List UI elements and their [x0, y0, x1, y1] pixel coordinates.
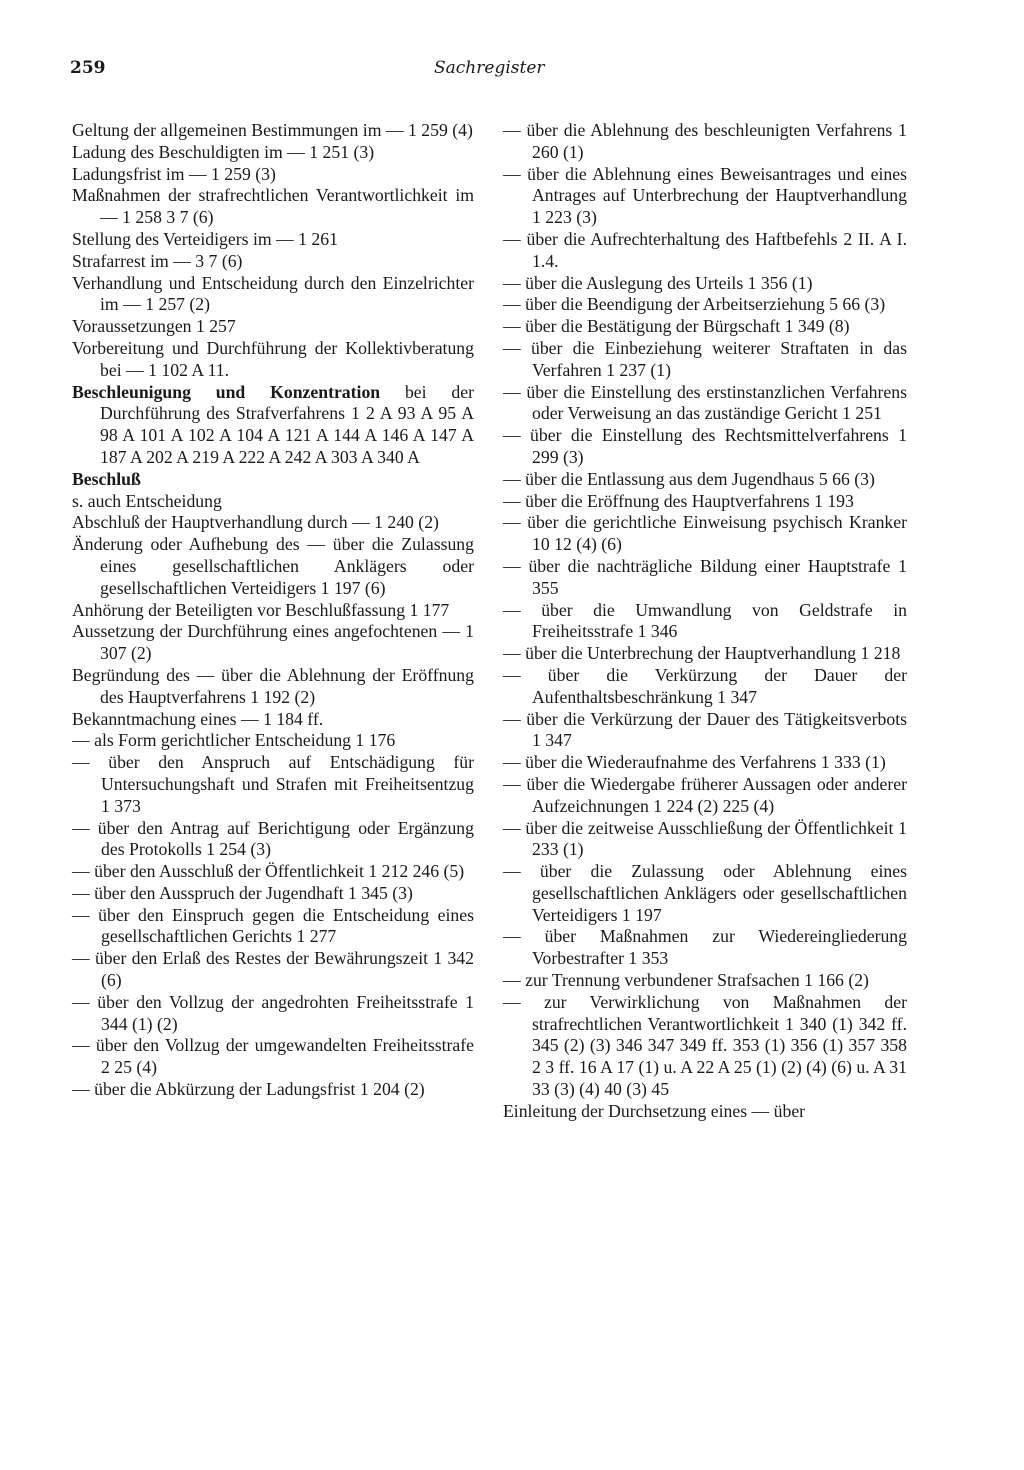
- index-subentry: [72, 948, 474, 992]
- index-subentry: [503, 229, 907, 273]
- index-entry-text: — über die Beendigung der Arbeitserziehung 5 66 (3): [503, 294, 886, 315]
- index-entry-text: — über die Unterbrechung der Hauptverhandlung 1 218: [503, 643, 901, 664]
- index-subentry: [503, 861, 907, 926]
- index-entry-text: — über die Auslegung des Urteils 1 356 (1): [503, 272, 813, 293]
- index-entry: [503, 1101, 907, 1123]
- index-subentry: [503, 752, 907, 774]
- index-entry-text: bei der Durchführung des Strafverfahrens 1 2 A 93 A 95 A 98 A 101 A 102 A 104 A 121 A 144 A 146 A 147 A 187 A 202 A 219 A 222 A 242 A 303 A 340 A: [100, 381, 474, 467]
- index-entry-text: Anhörung der Beteiligten vor Beschlußfassung 1 177: [72, 599, 450, 620]
- index-subentry: [72, 992, 474, 1036]
- index-entry-text: Aussetzung der Durchführung eines angefochtenen — 1 307 (2): [72, 621, 474, 664]
- index-entry-text: — über den Ausspruch der Jugendhaft 1 345 (3): [72, 882, 413, 903]
- index-entry-text: Voraussetzungen 1 257: [72, 316, 236, 337]
- index-subentry: [72, 730, 474, 752]
- index-column-right: [503, 120, 907, 1123]
- index-entry: [72, 164, 474, 186]
- index-subentry: [503, 338, 907, 382]
- index-entry-text: Bekanntmachung eines — 1 184 ff.: [72, 708, 324, 729]
- index-subentry: [503, 600, 907, 644]
- index-entry-text: Verhandlung und Entscheidung durch den Einzelrichter im — 1 257 (2): [72, 272, 474, 315]
- index-entry: [72, 273, 474, 317]
- index-entry: [72, 316, 474, 338]
- index-entry-text: — über die Einbeziehung weiterer Straftaten in das Verfahren 1 237 (1): [503, 337, 907, 380]
- index-entry-text: — über die Abkürzung der Ladungsfrist 1 204 (2): [72, 1079, 425, 1100]
- index-subentry: [503, 774, 907, 818]
- index-subentry: [503, 425, 907, 469]
- index-entry: [72, 120, 474, 142]
- index-entry: [72, 491, 474, 513]
- index-subentry: [503, 512, 907, 556]
- index-subentry: [72, 752, 474, 817]
- index-entry-text: Strafarrest im — 3 7 (6): [72, 250, 243, 271]
- index-entry: [72, 534, 474, 599]
- index-entry-text: — über den Vollzug der angedrohten Freiheitsstrafe 1 344 (1) (2): [72, 991, 474, 1034]
- index-subentry: [503, 665, 907, 709]
- index-entry: [72, 665, 474, 709]
- index-subentry: [503, 469, 907, 491]
- index-entry: [72, 338, 474, 382]
- index-entry-text: Abschluß der Hauptverhandlung durch — 1 240 (2): [72, 512, 439, 533]
- index-entry-text: — zur Trennung verbundener Strafsachen 1 166 (2): [503, 970, 869, 991]
- index-entry-text: — über die Aufrechterhaltung des Haftbefehls 2 II. A I. 1.4.: [503, 228, 907, 271]
- index-column-left: [72, 120, 474, 1101]
- index-entry-text: — über die gerichtliche Einweisung psychisch Kranker 10 12 (4) (6): [503, 512, 907, 555]
- index-entry-text: — über die Verkürzung der Dauer des Tätigkeitsverbots 1 347: [503, 708, 907, 751]
- index-entry-text: Geltung der allgemeinen Bestimmungen im — 1 259 (4): [72, 120, 473, 140]
- index-subentry: [503, 992, 907, 1101]
- index-entry: [72, 709, 474, 731]
- index-entry-text: — über die Zulassung oder Ablehnung eines gesellschaftlichen Anklägers oder gesellschaftlichen Verteidigers 1 197: [503, 861, 907, 925]
- index-subentry: [503, 382, 907, 426]
- index-entry-text: — über die Verkürzung der Dauer der Aufenthaltsbeschränkung 1 347: [503, 664, 907, 707]
- index-entry-text: Vorbereitung und Durchführung der Kollektivberatung bei — 1 102 A 11.: [72, 337, 474, 380]
- index-entry-text: — über die Wiederaufnahme des Verfahrens 1 333 (1): [503, 752, 886, 773]
- index-subentry: [503, 316, 907, 338]
- index-subentry: [72, 905, 474, 949]
- index-entry: [72, 512, 474, 534]
- index-entry: [72, 185, 474, 229]
- index-entry: [72, 142, 474, 164]
- index-entry-text: — über den Einspruch gegen die Entscheidung eines gesellschaftlichen Gerichts 1 277: [72, 904, 474, 947]
- index-entry-text: Begründung des — über die Ablehnung der Eröffnung des Hauptverfahrens 1 192 (2): [72, 664, 474, 707]
- index-entry-text: — über die nachträgliche Bildung einer Hauptstrafe 1 355: [503, 555, 907, 598]
- page-number: 259: [70, 58, 106, 78]
- index-entry-text: — über die Einstellung des Rechtsmittelverfahrens 1 299 (3): [503, 425, 907, 467]
- index-entry-text: — über die Einstellung des erstinstanzlichen Verfahrens oder Verweisung an das zuständige Gericht 1 251: [503, 381, 907, 424]
- index-subentry: [72, 861, 474, 883]
- index-entry-text: — über die Entlassung aus dem Jugendhaus 5 66 (3): [503, 468, 875, 489]
- index-subentry: [72, 818, 474, 862]
- index-entry-text: — über den Ausschluß der Öffentlichkeit 1 212 246 (5): [72, 861, 465, 882]
- index-subentry: [503, 164, 907, 229]
- index-subentry: [503, 818, 907, 862]
- index-entry-text: — als Form gerichtlicher Entscheidung 1 176: [72, 730, 396, 751]
- index-subentry: [503, 926, 907, 970]
- index-entry-text: — über die Ablehnung eines Beweisantrages und eines Antrages auf Unterbrechung der Hauptverhandlung 1 223 (3): [503, 163, 907, 228]
- index-entry: [72, 600, 474, 622]
- index-headword: Beschluß: [72, 468, 141, 489]
- index-entry-text: Ladung des Beschuldigten im — 1 251 (3): [72, 141, 375, 162]
- index-entry: [72, 621, 474, 665]
- index-entry: [72, 251, 474, 273]
- index-subentry: [503, 273, 907, 295]
- index-headword: Beschleunigung und Konzentration: [72, 381, 381, 402]
- index-subentry: [503, 294, 907, 316]
- index-entry-text: s. auch Entscheidung: [72, 490, 222, 511]
- index-entry-text: — über die zeitweise Ausschließung der Öffentlichkeit 1 233 (1): [503, 817, 907, 860]
- index-entry: [72, 382, 474, 469]
- index-entry-text: — über den Anspruch auf Entschädigung für Untersuchungshaft und Strafen mit Freiheitsentzug 1 373: [72, 752, 474, 816]
- running-head: Sachregister: [434, 58, 545, 78]
- index-entry-text: Ladungsfrist im — 1 259 (3): [72, 163, 276, 184]
- index-entry-text: — über die Ablehnung des beschleunigten Verfahrens 1 260 (1): [503, 120, 907, 162]
- index-entry-text: — über die Wiedergabe früherer Aussagen oder anderer Aufzeichnungen 1 224 (2) 225 (4): [503, 773, 907, 816]
- index-entry-text: — über die Umwandlung von Geldstrafe in Freiheitsstrafe 1 346: [503, 599, 907, 642]
- index-entry-text: — über die Eröffnung des Hauptverfahrens 1 193: [503, 490, 854, 511]
- index-entry-text: — über den Antrag auf Berichtigung oder Ergänzung des Protokolls 1 254 (3): [72, 817, 474, 860]
- index-entry: [72, 229, 474, 251]
- index-subentry: [503, 491, 907, 513]
- index-entry: [72, 469, 474, 491]
- index-entry-text: — über Maßnahmen zur Wiedereingliederung Vorbestrafter 1 353: [503, 926, 907, 969]
- index-entry-text: — über den Vollzug der umgewandelten Freiheitsstrafe 2 25 (4): [72, 1035, 474, 1078]
- index-entry-text: Einleitung der Durchsetzung eines — über: [503, 1100, 806, 1121]
- index-entry-text: — über den Erlaß des Restes der Bewährungszeit 1 342 (6): [72, 948, 474, 991]
- index-subentry: [72, 1079, 474, 1101]
- index-entry-text: Änderung oder Aufhebung des — über die Zulassung eines gesellschaftlichen Anklägers oder gesellschaftlichen Verteidigers 1 197 (6): [72, 534, 474, 598]
- index-subentry: [503, 970, 907, 992]
- index-subentry: [503, 120, 907, 164]
- index-subentry: [72, 1035, 474, 1079]
- index-subentry: [503, 709, 907, 753]
- index-subentry: [503, 556, 907, 600]
- index-entry-text: — zur Verwirklichung von Maßnahmen der strafrechtlichen Verantwortlichkeit 1 340 (1) 342 ff. 345 (2) (3) 346 347 349 ff. 353 (1) 356 (1) 357 358 2 3 ff. 16 A 17 (1) u. A 22 A 25 (1) (2) (4) (6) u. A 31 33 (3) (4) 40 (3) 45: [503, 991, 907, 1100]
- index-subentry: [72, 883, 474, 905]
- index-entry-text: Maßnahmen der strafrechtlichen Verantwortlichkeit im — 1 258 3 7 (6): [72, 185, 474, 228]
- index-entry-text: Stellung des Verteidigers im — 1 261: [72, 228, 338, 249]
- index-subentry: [503, 643, 907, 665]
- index-entry-text: — über die Bestätigung der Bürgschaft 1 349 (8): [503, 316, 850, 337]
